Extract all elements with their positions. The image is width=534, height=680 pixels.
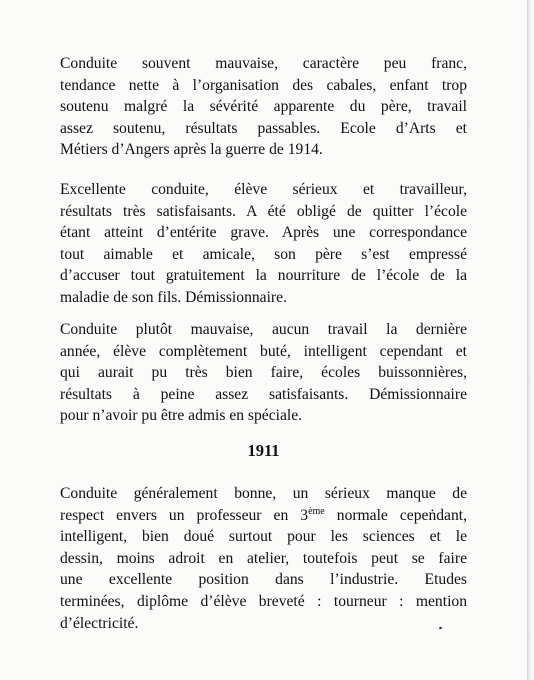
paragraph-line: Conduite plutôt mauvaise, aucun travail la dernière bbox=[60, 321, 467, 338]
paragraph-1 bbox=[60, 53, 467, 161]
paragraph-line: d’électricité. bbox=[60, 614, 139, 632]
paragraph-line: résultats très satisfaisants. A été obligé de quitter l’école bbox=[60, 202, 467, 220]
paragraph-line: qui aurait pu très bien faire, écoles buissonnières, bbox=[60, 364, 467, 382]
paragraph-line: d’accuser tout gratuitement la nourriture de l’école de la bbox=[60, 267, 467, 285]
paragraph-line: Conduite souvent mauvaise, caractère peu franc, bbox=[60, 55, 467, 72]
paragraph-line: tendance nette à l’organisation des cabales, enfant trop bbox=[60, 76, 467, 94]
ordinal-superscript: ème bbox=[308, 505, 325, 517]
paragraph-2 bbox=[60, 179, 467, 309]
paragraph-line: tout aimable et amicale, son père s’est empressé bbox=[60, 245, 467, 263]
paragraph-line: maladie de son fils. Démissionnaire. bbox=[60, 288, 287, 306]
paragraph-line: Excellente conduite, élève sérieux et travailleur, bbox=[60, 181, 467, 198]
paragraph-line: Métiers d’Angers après la guerre de 1914. bbox=[60, 141, 323, 159]
page-edge-shadow bbox=[527, 0, 534, 680]
paragraph-line: assez soutenu, résultats passables. Ecole d’Arts et bbox=[60, 119, 467, 137]
paragraph-line: intelligent, bien doué surtout pour les sciences et le bbox=[60, 528, 467, 546]
paragraph-line: étant atteint d’entérite grave. Après une correspondance bbox=[60, 224, 467, 242]
paragraph-line: dessin, moins adroit en atelier, toutefois peut se faire bbox=[60, 549, 467, 567]
paragraph-3 bbox=[60, 319, 467, 427]
paragraph-line: terminées, diplôme d’élève breveté : tourneur : mention bbox=[60, 592, 467, 610]
line-text-after: normale cepeṅdant, bbox=[324, 506, 467, 524]
paragraph-line-with-superscript bbox=[60, 505, 467, 527]
line-text-before: respect envers un professeur en 3 bbox=[60, 506, 309, 524]
paragraph-line: une excellente position dans l’industrie. Etudes bbox=[60, 571, 467, 589]
paragraph-line: résultats à peine assez satisfaisants. Démissionnaire bbox=[60, 385, 467, 403]
paragraph-line: pour n’avoir pu être admis en spéciale. bbox=[60, 407, 303, 425]
paragraph-line: Conduite généralement bonne, un sérieux manque de bbox=[60, 485, 467, 502]
paragraph-4 bbox=[60, 483, 467, 634]
paragraph-line: année, élève complètement buté, intelligent cependant et bbox=[60, 342, 467, 360]
year-heading: 1911 bbox=[247, 441, 280, 460]
paragraph-line: soutenu malgré la sévérité apparente du père, travail bbox=[60, 98, 467, 116]
